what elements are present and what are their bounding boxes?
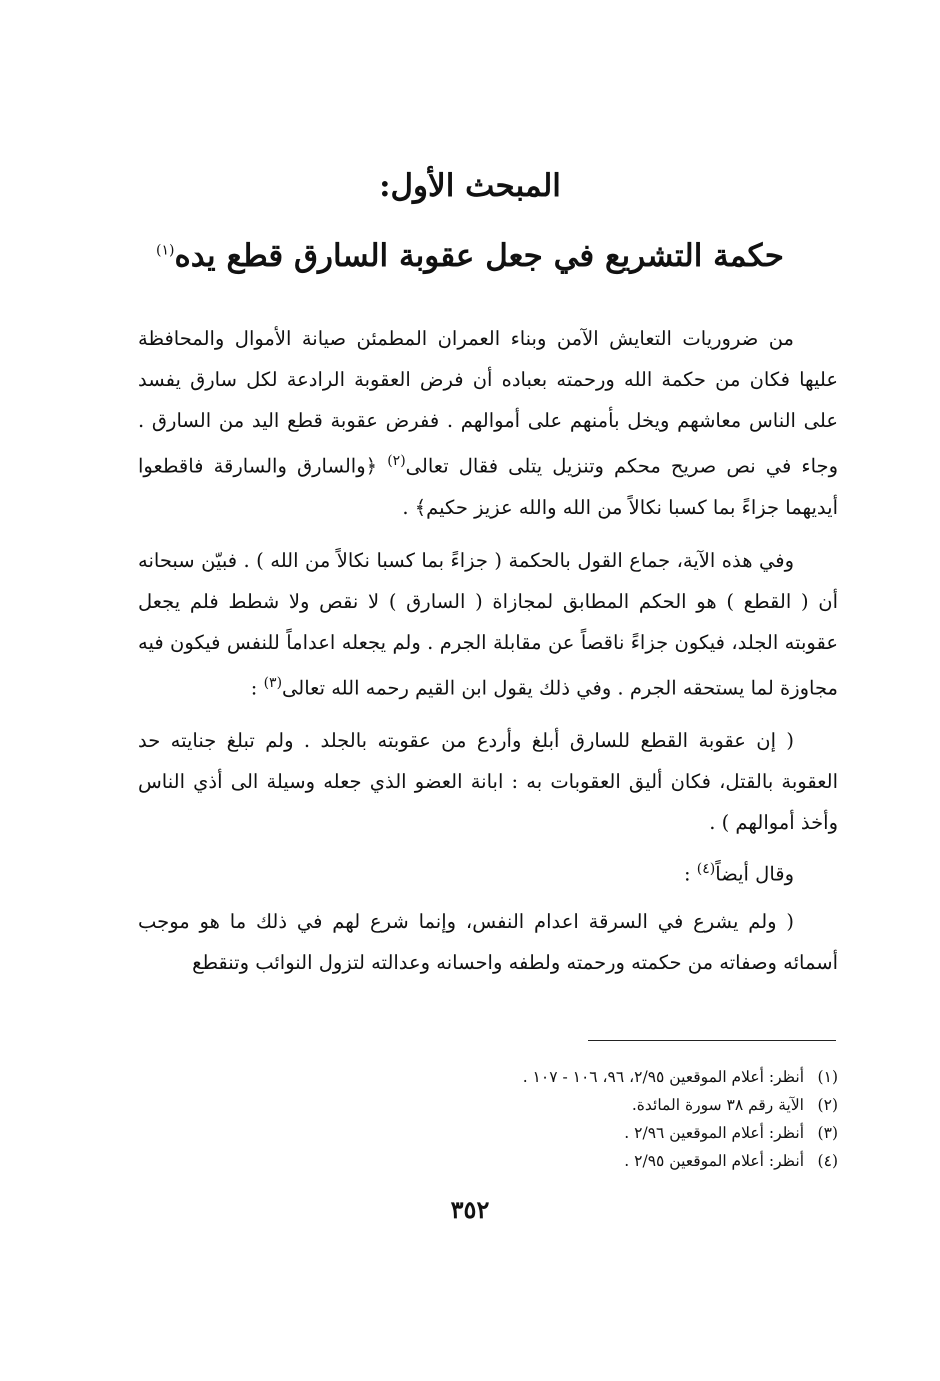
footnote-number: (٣) <box>817 1124 838 1142</box>
paragraph-text: ( ولم يشرع في السرقة اعدام النفس، وإنما شرع لهم في ذلك ما هو موجب أسمائه وصفاته من حكمته ورحمته ولطفه واحسانه وعدالته لتزول النوائب وتنقطع <box>138 909 838 974</box>
footnote <box>300 1063 838 1091</box>
footnote-number: (٢) <box>817 1096 838 1114</box>
chapter-title: المبحث الأول: <box>379 168 561 204</box>
footnote-number: (٤) <box>817 1152 838 1170</box>
paragraph-text-tail: : <box>684 862 691 886</box>
footnote-number: (١) <box>817 1068 838 1086</box>
quotation-paragraph <box>138 720 838 843</box>
footnote-text: أنظر: أعلام الموقعين ٢/٩٥ . <box>624 1152 804 1170</box>
paragraph-text: من ضروريات التعايش الآمن وبناء العمران المطمئن صيانة الأموال والمحافظة عليها فكان من حكمة الله ورحمته بعباده أن فرض العقوبة الرادعة لكل سارق يفسد على الناس معاشهم ويخل بأمنهم على أموالهم . ففرض عقوبة قطع اليد من السارق . وجاء في نص صريح محكم وتنزيل يتلى فقال تعالى <box>138 327 839 478</box>
paragraph <box>138 318 838 528</box>
body-text <box>138 318 838 995</box>
footnote-text: أنظر: أعلام الموقعين ٢/٩٥، ٩٦، ١٠٦ - ١٠٧ . <box>522 1068 804 1086</box>
paragraph-text: ( إن عقوبة القطع للسارق أبلغ وأردع من عقوبته بالجلد . ولم تبلغ جنايته حد العقوبة بالقتل، فكان أليق العقوبات به : ابانة العضو الذي جعله وسيلة الى أذي الناس وأخذ أموالهم ) . <box>138 729 838 834</box>
paragraph-text: وقال أيضاً <box>715 862 794 886</box>
footnote-ref: (٤) <box>696 861 716 877</box>
paragraph-text-tail: : <box>250 676 258 699</box>
footnote-ref: (١) <box>156 242 175 259</box>
paragraph <box>138 849 838 895</box>
paragraph <box>138 540 838 709</box>
footnote-ref: (٢) <box>387 453 406 469</box>
footnote <box>300 1119 838 1147</box>
page-number: ٣٥٢ <box>450 1195 490 1224</box>
paragraph-text: وفي هذه الآية، جماع القول بالحكمة ( جزاءً بما كسبا نكالاً من الله ) . فبيّن سبحانه أن ( القطع ) هو الحكم المطابق لمجازاة ( السارق ) لا نقص ولا شطط فلم يجعل عقوبته الجلد، فيكون جزاءً ناقصاً عن مقابلة الجرم . ولم يجعله اعداماً للنفس فيكون فيه مجاوزة لما يستحقه الجرم . وفي ذلك يقول ابن القيم رحمه الله تعالى <box>138 548 838 699</box>
quotation-paragraph <box>138 901 838 983</box>
quran-verse: ﴿والسارق والسارقة فاقطعوا أيديهما جزاءً بما كسبا نكالاً من الله والله عزيز حكيم﴾ . <box>138 454 838 519</box>
footnote-text: أنظر: أعلام الموقعين ٢/٩٦ . <box>624 1124 804 1142</box>
footnotes <box>300 1063 838 1175</box>
footnote-ref: (٣) <box>263 674 283 691</box>
section-heading <box>140 238 800 274</box>
footnote <box>300 1147 838 1175</box>
footnote-divider <box>588 1040 836 1041</box>
footnote <box>300 1091 838 1119</box>
section-heading-text: حكمة التشريع في جعل عقوبة السارق قطع يده <box>174 238 784 274</box>
footnote-text: الآية رقم ٣٨ سورة المائدة. <box>631 1096 804 1114</box>
